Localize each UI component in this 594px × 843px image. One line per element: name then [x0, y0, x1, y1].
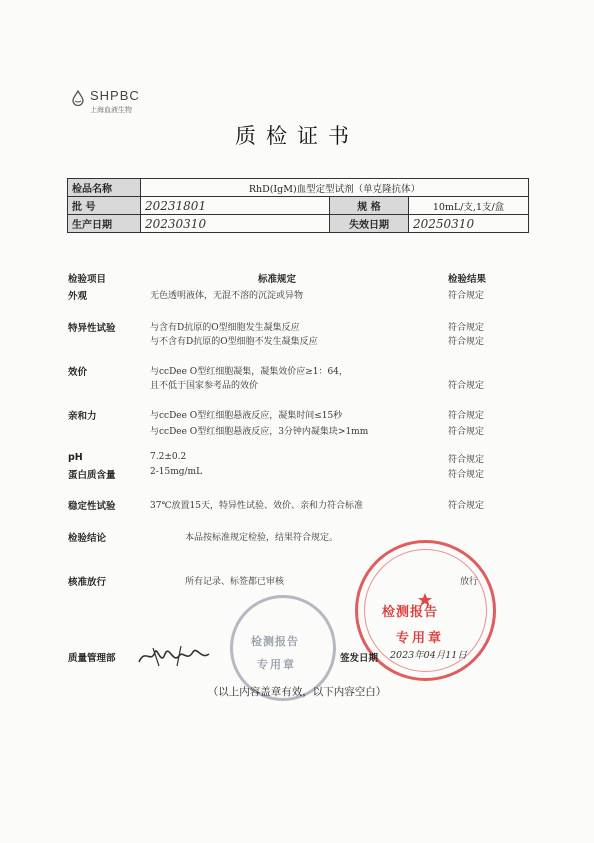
gray-stamp-line2: 专用章 [257, 658, 296, 671]
result-appearance: 符合规定 [448, 291, 485, 301]
batch-label: 批 号 [68, 197, 141, 215]
column-header-result: 检验结果 [448, 274, 487, 285]
product-value: RhD(IgM)血型定型试剂（单克隆抗体） [141, 179, 529, 197]
column-header-standard: 标准规定 [258, 274, 297, 285]
table-row [68, 215, 529, 233]
item-affinity: 亲和力 [68, 411, 97, 422]
table-row [68, 179, 529, 197]
handwritten-signature [135, 640, 215, 670]
spec-label: 规 格 [330, 197, 409, 215]
standard-specificity-1: 与含有D抗原的O型细胞发生凝集反应 [150, 323, 300, 333]
result-stability: 符合规定 [448, 501, 485, 511]
page-title: 质检证书 [235, 124, 359, 148]
item-specificity: 特异性试验 [68, 323, 116, 334]
conclusion-text: 本品按标准规定检验，结果符合规定。 [185, 533, 339, 543]
red-stamp-line1: 检测报告 [382, 605, 439, 620]
item-stability: 稳定性试验 [68, 501, 116, 512]
item-protein: 蛋白质含量 [68, 470, 116, 481]
result-affinity-1: 符合规定 [448, 411, 485, 421]
standard-affinity-2: 与ccDee O型红细胞悬液反应，3分钟内凝集块>1mm [150, 427, 369, 437]
standard-ph: 7.2±0.2 [150, 452, 187, 462]
table-row [68, 197, 529, 215]
standard-titer-1: 与ccDee O型红细胞凝集，凝集效价应≥1：64， [150, 367, 348, 377]
sign-date-value: 2023年04月11日 [390, 650, 467, 661]
release-suffix: 放行 [460, 577, 479, 587]
product-info-table [67, 178, 529, 233]
exp-date-label: 失效日期 [330, 215, 409, 233]
item-appearance: 外观 [68, 291, 88, 302]
red-stamp-line2: 专用章 [396, 631, 445, 646]
result-specificity-1: 符合规定 [448, 323, 485, 333]
standard-specificity-2: 与不含有D抗原的O型细胞不发生凝集反应 [150, 337, 318, 347]
result-specificity-2: 符合规定 [448, 337, 485, 347]
gray-stamp-line1: 检测报告 [251, 635, 299, 648]
logo-subtitle: 上海血液生物 [90, 106, 132, 114]
result-titer: 符合规定 [448, 381, 485, 391]
standard-titer-2: 且不低于国家参考品的效价 [150, 381, 259, 391]
standard-affinity-1: 与ccDee O型红细胞悬液反应，凝集时间≤15秒 [150, 411, 343, 421]
qa-label: 质量管理部 [68, 653, 116, 664]
drop-logo-icon [70, 90, 86, 106]
sign-date-label: 签发日期 [340, 653, 379, 664]
spec-value: 10mL/支,1支/盒 [409, 197, 529, 215]
product-label: 检品名称 [68, 179, 141, 197]
item-titer: 效价 [68, 367, 88, 378]
release-text: 所有记录、标签都已审核 [185, 577, 285, 587]
footer-note: （以上内容盖章有效，以下内容空白） [207, 686, 387, 698]
column-header-item: 检验项目 [68, 274, 107, 285]
release-label: 核准放行 [68, 577, 107, 588]
result-affinity-2: 符合规定 [448, 427, 485, 437]
batch-value: 20231801 [145, 198, 207, 213]
exp-date-value: 20250310 [413, 216, 475, 231]
mfg-date-label: 生产日期 [68, 215, 141, 233]
item-ph: pH [68, 452, 83, 463]
logo-brand: SHPBC [90, 88, 140, 103]
standard-appearance: 无色透明液体，无混不溶的沉淀或异物 [150, 291, 304, 301]
conclusion-label: 检验结论 [68, 533, 107, 544]
result-ph: 符合规定 [448, 455, 485, 465]
mfg-date-value: 20230310 [145, 216, 207, 231]
standard-stability: 37℃放置15天，特异性试验、效价、亲和力符合标准 [150, 501, 363, 511]
standard-protein: 2-15mg/mL [150, 467, 203, 477]
result-protein: 符合规定 [448, 470, 485, 480]
